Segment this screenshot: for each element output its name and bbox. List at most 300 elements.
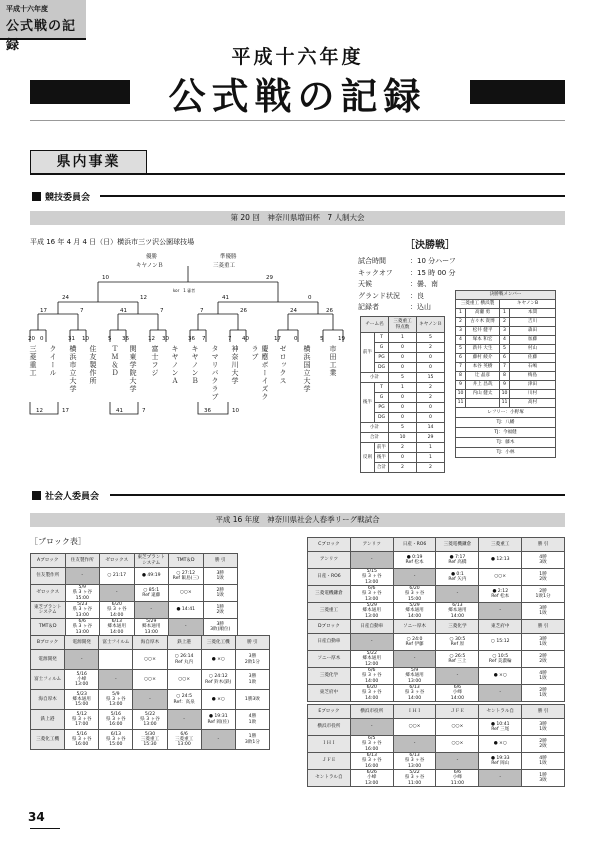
block-header-cell: 勝 引 — [235, 636, 269, 650]
block-cell: 3勝 1敗 — [203, 568, 238, 585]
block-cell: ○○× — [436, 736, 479, 753]
member-cell: 吉川 — [510, 318, 556, 327]
member-cell: 古々木 貴博 — [466, 318, 500, 327]
member-cell: 藤村 綾介 — [466, 354, 500, 363]
block-cell: 6/6 小峰 11:00 — [436, 770, 479, 787]
block-header-cell: 三菱化学 — [436, 620, 479, 634]
member-cell: 梅島 — [510, 372, 556, 381]
score-cell: 0 — [417, 363, 445, 373]
block-header-cell: 東芝プラント システム — [134, 554, 169, 568]
qf-score: 17 — [40, 308, 47, 314]
block-header-cell: Cブロック — [308, 538, 351, 552]
block-header-cell: 勝 引 — [522, 705, 565, 719]
referee: TJ：八幡 — [456, 418, 556, 428]
block-cell: ● ×○ — [201, 690, 235, 710]
score-cell: 2 — [389, 463, 417, 473]
score-cell: 29 — [417, 433, 445, 443]
r1-score: 5 — [108, 336, 112, 342]
r1-score: 36 — [122, 336, 129, 342]
corner-line1: 平成十六年度 — [6, 5, 48, 13]
block-cell: 5/30 三菱重工 15:30 — [133, 730, 167, 750]
block-cell: 1勝 2敗 — [522, 569, 565, 586]
block-cell: 5/16 県 3 ヶ谷 16:00 — [99, 710, 133, 730]
block-cell: 3勝 2敗1分 — [235, 650, 269, 670]
runner-label: 準優勝 — [220, 254, 237, 260]
score-cell: PG — [375, 403, 389, 413]
member-cell: 4 — [456, 336, 466, 345]
qf-score: 7 — [80, 308, 84, 314]
member-cell: 高村 — [510, 399, 556, 408]
block-cell: ● 19:31 Ref 岡(佐) — [201, 710, 235, 730]
block-cell: 東芝府中 — [308, 685, 351, 702]
block-table-label: ［ブロック表］ — [30, 537, 86, 546]
block-table-d — [307, 619, 565, 702]
league-banner: 平成 16 年度 神奈川県社会人春季リーグ戦試合 — [30, 513, 565, 527]
member-cell: 9 — [456, 381, 466, 390]
score-cell: T — [375, 333, 389, 343]
detail-value: ：込山 — [410, 303, 431, 311]
member-cell: 1 — [500, 309, 510, 318]
block-cell: 3勝 1敗 — [522, 603, 565, 620]
score-cell: 合計 — [361, 433, 389, 443]
r1-score: 0 — [40, 336, 44, 342]
committee-label-1: 競技委員会 — [45, 193, 91, 203]
block-cell — [99, 650, 133, 670]
block-cell: ○ 24:0 Ref 伊藤 — [393, 634, 436, 651]
score-cell: 0 — [389, 403, 417, 413]
r1-score: 0 — [294, 336, 298, 342]
member-cell: 松井 健平 — [466, 327, 500, 336]
member-cell: 10 — [500, 390, 510, 399]
winner-label: 優勝 — [146, 254, 158, 260]
score-cell: 反則 — [361, 443, 375, 473]
member-cell: 井上 昌哉 — [466, 381, 500, 390]
score-header: キヤノンＢ — [417, 317, 445, 333]
block-cell: 3勝 1敗 — [522, 634, 565, 651]
semi-score: 24 — [62, 295, 69, 301]
member-cell: 村山 — [510, 345, 556, 354]
block-cell: 横浜市役所 — [308, 719, 351, 736]
block-header-cell: Eブロック — [308, 705, 351, 719]
block-cell: ● ×○ — [479, 668, 522, 685]
block-cell: 5/16 小峰 13:00 — [65, 670, 99, 690]
block-header-cell: Aブロック — [31, 554, 66, 568]
block-cell: ● 10:41 Ref 三尾 — [479, 719, 522, 736]
member-cell: 5 — [456, 345, 466, 354]
block-header-cell: 三菱化工機 — [201, 636, 235, 650]
team-name: 三菱重工 — [29, 345, 37, 377]
block-header-cell: ソニー厚木 — [393, 620, 436, 634]
member-cell: 塚本 和宏 — [466, 336, 500, 345]
block-cell: ● 12:13 — [479, 552, 522, 569]
block-cell: ○ 24:12 Ref 鈴木(鉄) — [201, 670, 235, 690]
block-header-cell: セントラル自 — [479, 705, 522, 719]
block-row — [308, 668, 565, 685]
score-cell: PG — [375, 353, 389, 363]
block-row — [31, 730, 270, 750]
block-cell: - — [65, 568, 100, 585]
date-venue: 平成 16 年 4 月 4 日（日）横浜市三ツ沢公園球技場 — [30, 238, 195, 246]
score-cell: 0 — [389, 453, 417, 463]
block-cell: ● 19:33 Ref 岡山 — [479, 753, 522, 770]
final-score-right: 29 — [266, 275, 273, 281]
block-cell: - — [436, 668, 479, 685]
member-cell: 川村 — [510, 390, 556, 399]
block-cell: ○○× — [169, 585, 204, 602]
block-cell: 富士フィルム — [31, 670, 65, 690]
member-cell: 6 — [456, 354, 466, 363]
block-cell: 2勝 1敗 — [522, 685, 565, 702]
committee-rule-1 — [100, 195, 565, 197]
qf-score: 24 — [290, 308, 297, 314]
block-cell: 4勝 3敗 — [522, 552, 565, 569]
member-cell: 森田 — [510, 327, 556, 336]
team-name: 市田工業 — [329, 345, 337, 377]
block-header-cell: 勝 引 — [203, 554, 238, 568]
block-cell: 4勝 1敗 — [522, 753, 565, 770]
block-cell: - — [350, 634, 393, 651]
member-cell: 11 — [456, 399, 466, 408]
tournament-banner: 第 20 回 神奈川県増田杯 7 人制大会 — [30, 211, 565, 225]
score-cell: 後半 — [375, 453, 389, 463]
block-cell: ● 49:19 — [134, 568, 169, 585]
block-cell: 東芝プラント システム — [31, 602, 66, 619]
block-header-cell: TMT＆D — [169, 554, 204, 568]
block-cell: - — [436, 753, 479, 770]
block-table-b — [30, 635, 270, 750]
block-cell: 5/15 県 3 ヶ谷 13:00 — [350, 569, 393, 586]
member-cell: 石嶋 — [510, 363, 556, 372]
block-table-e — [307, 704, 565, 787]
r1-score: 7 — [228, 336, 232, 342]
team-name: 関東学院大学 — [129, 345, 137, 393]
team-name: 慶應ボーイズクラブ — [251, 345, 269, 401]
team-name: 富士フジ — [151, 345, 159, 377]
detail-key: 試合時間 — [358, 257, 386, 265]
block-row — [308, 753, 565, 770]
member-cell: 本谷 英樹 — [466, 363, 500, 372]
block-row — [308, 586, 565, 603]
r1-score: 30 — [162, 336, 169, 342]
detail-value: ：良 — [410, 291, 424, 300]
page-title: 公式戦の記録 — [168, 74, 427, 118]
block-cell: - — [479, 603, 522, 620]
block-cell: セントラル自 — [308, 770, 351, 787]
block-cell: 日産・RO6 — [308, 569, 351, 586]
block-cell: ○ 26:5 Ref 三上 — [436, 651, 479, 668]
score-cell: 前半 — [361, 333, 375, 373]
block-cell: - — [350, 552, 393, 569]
block-cell: 6/26 小峰 13:00 — [350, 770, 393, 787]
block-cell: 5/16 県 3 ヶ谷 16:00 — [65, 730, 99, 750]
block-cell: 日産自動車 — [308, 634, 351, 651]
score-cell: 0 — [389, 413, 417, 423]
member-cell: 6 — [500, 354, 510, 363]
score-cell: 1 — [389, 333, 417, 343]
member-cell: 8 — [456, 372, 466, 381]
r1-score: 20 — [28, 336, 35, 342]
block-header-cell: 勝 引 — [522, 620, 565, 634]
referee: TJ：今福健 — [456, 428, 556, 438]
block-cell: - — [393, 736, 436, 753]
block-cell: ○ 85:1 Ref 遠藤 — [134, 585, 169, 602]
block-cell: 5/9 郷本通用 13:00 — [393, 668, 436, 685]
block-row — [308, 552, 565, 569]
detail-key: キックオフ — [358, 268, 393, 277]
score-cell: 2 — [417, 463, 445, 473]
qf-score: 7 — [200, 308, 204, 314]
member-cell: 津田 — [510, 381, 556, 390]
block-cell: - — [134, 602, 169, 619]
block-cell: ○○× — [167, 670, 201, 690]
page-number-rule — [30, 828, 60, 829]
block-cell: 三菱化工機 — [31, 730, 65, 750]
semi-score: 41 — [222, 295, 229, 301]
final-header: ［決勝戦］ — [405, 240, 455, 251]
team-names-row — [28, 345, 358, 405]
members-table — [455, 290, 556, 458]
block-cell: 1勝 2敗 — [203, 602, 238, 619]
block-cell: ○○× — [479, 569, 522, 586]
member-cell — [466, 399, 500, 408]
block-cell: 2勝 1敗1分 — [522, 586, 565, 603]
score-cell: 0 — [389, 353, 417, 363]
block-cell: 海自厚木 — [31, 690, 65, 710]
block-row — [308, 634, 565, 651]
score-cell: 1 — [389, 383, 417, 393]
detail-row — [358, 279, 478, 291]
team-name: 横浜国立大学 — [303, 345, 311, 393]
member-cell: 1 — [456, 309, 466, 318]
score-cell: 2 — [417, 393, 445, 403]
detail-key: 記録者 — [358, 303, 379, 311]
block-cell: 5/23 県 3 ヶ谷 13:00 — [65, 602, 100, 619]
block-cell: ソニー厚木 — [308, 651, 351, 668]
block-cell: ● 14:41 — [169, 602, 204, 619]
score-cell: G — [375, 393, 389, 403]
score-cell: 15 — [417, 373, 445, 383]
block-header-cell: 住友製作所 — [65, 554, 100, 568]
block-cell: 3勝 1敗 — [235, 670, 269, 690]
score-cell: 0 — [389, 343, 417, 353]
square-icon — [32, 192, 41, 201]
detail-value: ：10 分ハーフ — [410, 257, 456, 265]
block-row — [31, 585, 238, 602]
block-cell: 5/22 郷本通用 12:00 — [350, 651, 393, 668]
bottom-score: 12 — [36, 408, 43, 414]
block-row — [31, 710, 270, 730]
block-header-cell: 三菱重工 — [479, 538, 522, 552]
block-table-c — [307, 537, 565, 620]
winner-name: キヤノンＢ — [136, 263, 164, 269]
block-row — [31, 650, 270, 670]
block-cell: ○ 27:12 Ref 飯島(三) — [169, 568, 204, 585]
block-cell: 5/9 県 3 ヶ谷 15:00 — [65, 585, 100, 602]
block-row — [308, 719, 565, 736]
block-cell: ○○× — [393, 719, 436, 736]
score-cell: 5 — [417, 333, 445, 343]
committee-heading-1 — [32, 190, 90, 203]
block-cell: ○ 26:14 Ref 丸内 — [167, 650, 201, 670]
block-cell: 5/29 郷本通用 13:00 — [350, 603, 393, 620]
member-cell: 2 — [456, 318, 466, 327]
referee: レフリー：小野塚 — [456, 408, 556, 418]
member-cell: 4 — [500, 336, 510, 345]
corner-line2: 公式戦の記録 — [6, 19, 77, 53]
block-row — [31, 670, 270, 690]
score-cell: DG — [375, 363, 389, 373]
title-year: 平成十六年度 — [231, 46, 364, 68]
block-cell: ● 2:12 Ref 松本 — [479, 586, 522, 603]
score-cell: 1 — [417, 443, 445, 453]
block-row — [31, 690, 270, 710]
r1-score: 17 — [274, 336, 281, 342]
block-cell: TMT＆D — [31, 619, 66, 636]
block-cell: 6/6 三菱重工 13:00 — [167, 730, 201, 750]
block-row — [308, 736, 565, 753]
block-cell: 6/20 県 3 ヶ谷 15:00 — [393, 586, 436, 603]
member-cell: 辻 晶彦 — [466, 372, 500, 381]
semi-score: 0 — [308, 295, 312, 301]
block-cell: - — [393, 651, 436, 668]
block-cell: ○ 15:12 — [479, 634, 522, 651]
bottom-score: 17 — [62, 408, 69, 414]
block-cell: ＪＦＥ — [308, 753, 351, 770]
block-header-cell: 横浜市役所 — [350, 705, 393, 719]
team-name: タマリバクラブ — [211, 345, 219, 401]
final-score-table — [360, 316, 445, 473]
r1-score: 7 — [202, 336, 206, 342]
block-row — [31, 602, 238, 619]
block-cell: - — [99, 670, 133, 690]
block-cell: ○ 21:17 — [100, 568, 135, 585]
block-cell: 6/5 県 3 ヶ谷 16:00 — [350, 736, 393, 753]
score-cell: 5 — [389, 373, 417, 383]
team-name: 神奈川大学 — [231, 345, 239, 385]
team-name: キヤノンＢ — [191, 345, 199, 385]
block-header-cell: 電源開発 — [65, 636, 99, 650]
referee: TJ：小林 — [456, 448, 556, 458]
member-cell: 9 — [500, 381, 510, 390]
block-cell: ● ×○ — [201, 650, 235, 670]
team-name: ＴＭ＆Ｄ — [111, 345, 119, 377]
score-cell: 後半 — [361, 383, 375, 423]
member-cell: 10 — [456, 390, 466, 399]
score-cell: 合計 — [375, 463, 389, 473]
qf-score: 26 — [326, 308, 333, 314]
member-cell: 内山 健太 — [466, 390, 500, 399]
runner-name: 三菱重工 — [213, 263, 236, 269]
score-cell: T — [375, 383, 389, 393]
block-cell: ○○× — [436, 719, 479, 736]
score-cell: G — [375, 343, 389, 353]
r1-score: 40 — [242, 336, 249, 342]
block-row — [31, 568, 238, 585]
block-cell: 6/6 県 3 ヶ谷 13:00 — [65, 619, 100, 636]
final-note: kor 1 審者 — [173, 288, 196, 293]
team-name: キヤノンＡ — [171, 345, 179, 385]
score-cell: 0 — [389, 363, 417, 373]
block-cell: ● 7:17 Ref 高橋 — [436, 552, 479, 569]
block-cell: 1勝3敗 — [235, 690, 269, 710]
block-cell: - — [133, 690, 167, 710]
block-cell: 6/20 県 3 ヶ谷 14:00 — [350, 685, 393, 702]
block-header-cell: 三菱電機鎌倉 — [436, 538, 479, 552]
block-cell: - — [100, 585, 135, 602]
block-header-cell: 日産・RO6 — [393, 538, 436, 552]
member-cell: 11 — [500, 399, 510, 408]
score-cell: 2 — [417, 383, 445, 393]
score-header: 三菱重工 得点数 — [389, 317, 417, 333]
block-cell: 4勝 1敗 — [522, 668, 565, 685]
block-cell: - — [169, 619, 204, 636]
block-cell: 三菱重工 — [308, 603, 351, 620]
score-cell: 前半 — [375, 443, 389, 453]
score-cell: DG — [375, 413, 389, 423]
block-cell: アンリツ — [308, 552, 351, 569]
bottom-score: 41 — [116, 408, 123, 414]
block-row — [308, 569, 565, 586]
block-header-cell: 東芝府中 — [479, 620, 522, 634]
block-cell: 6/6 県 3 ヶ谷 14:00 — [350, 668, 393, 685]
block-cell: - — [436, 586, 479, 603]
score-cell: 1 — [417, 453, 445, 463]
block-header-cell: ゼロックス — [100, 554, 135, 568]
block-cell: 電源開発 — [31, 650, 65, 670]
semi-score: 12 — [140, 295, 147, 301]
block-cell: ゼロックス — [31, 585, 66, 602]
block-header-cell: 富士フイルム — [99, 636, 133, 650]
block-cell: - — [350, 719, 393, 736]
block-cell: 1勝 3敗1分 — [235, 730, 269, 750]
block-cell: 1勝 3敗 — [522, 770, 565, 787]
block-cell: 5/22 県 3 ヶ谷 13:00 — [133, 710, 167, 730]
block-row — [31, 619, 238, 636]
block-cell: 6/6 県 3 ヶ谷 13:00 — [350, 586, 393, 603]
page-number: 34 — [28, 810, 45, 824]
member-cell: 8 — [500, 372, 510, 381]
block-header-cell: ＩＨＩ — [393, 705, 436, 719]
block-cell: ＩＨＩ — [308, 736, 351, 753]
block-cell: 3勝 3敗(順位) — [203, 619, 238, 636]
block-cell: - — [167, 710, 201, 730]
score-cell: 14 — [417, 423, 445, 433]
member-cell: 新井 大生 — [466, 345, 500, 354]
qf-score: 26 — [240, 308, 247, 314]
block-row — [308, 770, 565, 787]
title-rule — [30, 120, 565, 121]
team-name: 住友製作所 — [89, 345, 97, 385]
member-cell: 佐藤 — [510, 354, 556, 363]
score-cell: 小計 — [361, 423, 389, 433]
block-header-cell: アンリツ — [350, 538, 393, 552]
r1-score: 31 — [68, 336, 75, 342]
block-cell: 2勝 1敗 — [203, 585, 238, 602]
block-row — [308, 603, 565, 620]
block-cell: - — [393, 569, 436, 586]
block-table-a — [30, 553, 238, 636]
block-cell: 5/29 郷本通用 14:00 — [393, 603, 436, 620]
team-name: クイール — [49, 345, 57, 377]
score-cell: 0 — [417, 413, 445, 423]
block-cell: 5/23 郷本通用 15:00 — [65, 690, 99, 710]
detail-key: 天候 — [358, 280, 372, 288]
block-cell: 5/12 県 3 ヶ谷 17:00 — [65, 710, 99, 730]
block-cell: ○ 24:5 Ref：高泉 — [167, 690, 201, 710]
block-cell: 5/29 郷本通用 13:00 — [134, 619, 169, 636]
r1-score: 5 — [320, 336, 324, 342]
block-cell: 4勝 1敗 — [235, 710, 269, 730]
